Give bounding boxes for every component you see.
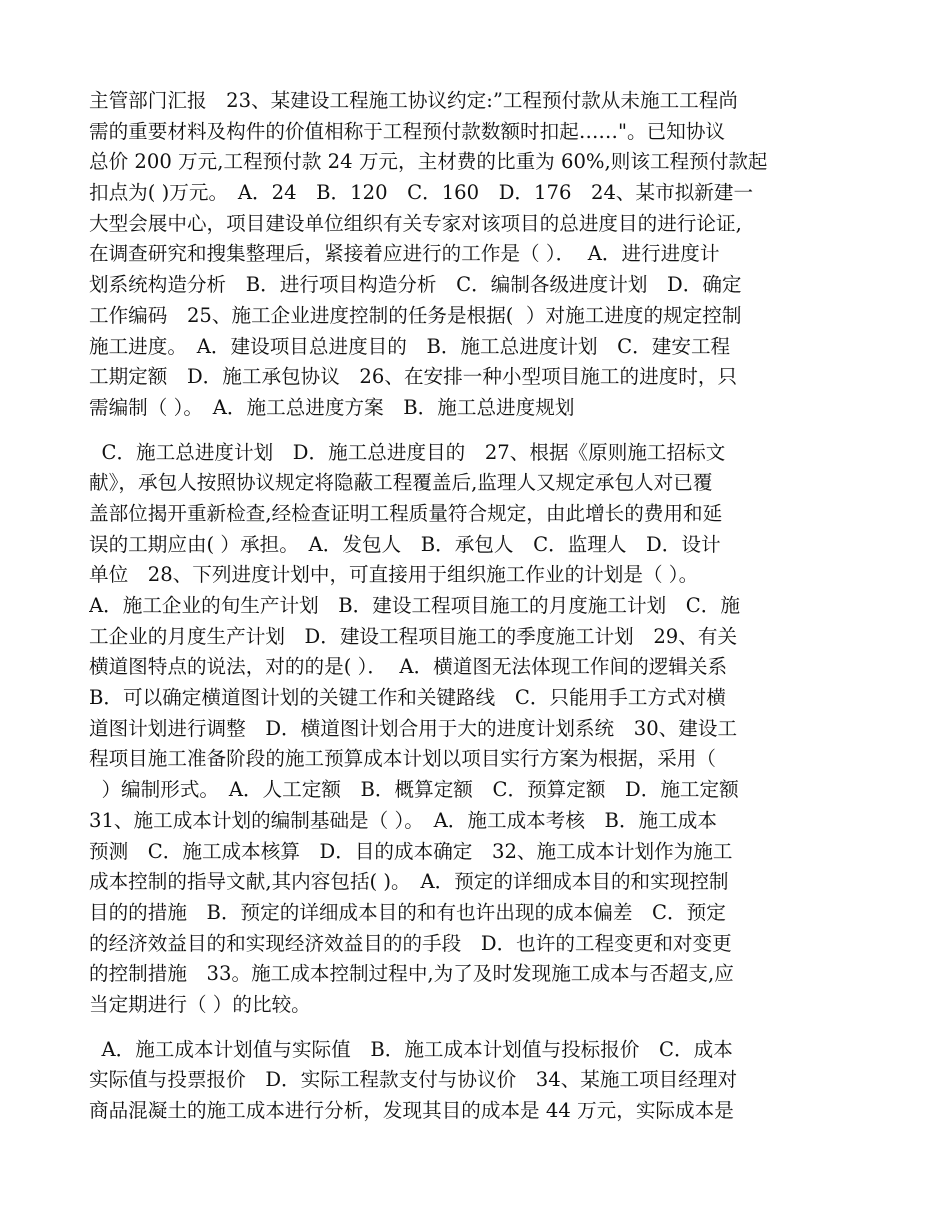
paragraph-spacer (89, 424, 869, 438)
text-line: 献》，承包人按照协议规定将隐蔽工程覆盖后,监理人又规定承包人对已覆 (89, 471, 713, 495)
text-line: 主管部门汇报 23、某建设工程施工协议约定:”工程预付款从未施工工程尚 (89, 89, 738, 112)
text-line: 施工进度。 A．建设项目总进度目的 B．施工总进度计划 C．建安工程 (89, 334, 731, 358)
text-line: 实际值与投票报价 D．实际工程款支付与协议价 34、某施工项目经理对 (89, 1068, 738, 1092)
text-line: 在调查研究和搜集整理后，紧接着应进行的工作是（ ）． A．进行进度计 (89, 242, 720, 266)
text-line: A．施工企业的旬生产计划 B．建设工程项目施工的月度施工计划 C．施 (89, 594, 740, 617)
text-line: ）编制形式。 A．人工定额 B．概算定额 C．预算定额 D．施工定额 (89, 778, 739, 802)
text-line: 的经济效益目的和实现经济效益目的的手段 D．也许的工程变更和对变更 (89, 931, 732, 955)
text-line: 大型会展中心，项目建设单位组织有关专家对该项目的总进度目的进行论证, (89, 211, 742, 235)
paragraph-1 (89, 86, 869, 424)
text-line: 成本控制的指导文献,其内容包括( )。 A．预定的详细成本目的和实现控制 (89, 870, 729, 894)
text-line: 划系统构造分析 B．进行项目构造分析 C．编制各级进度计划 D．确定 (89, 273, 742, 297)
text-line: 工作编码 25、施工企业进度控制的任务是根据( ）对施工进度的规定控制 (89, 303, 742, 327)
text-line: 总价 200 万元,工程预付款 24 万元，主材费的比重为 60%,则该工程预付款起 (89, 150, 768, 174)
text-line: 盖部位揭开重新检查,经检查证明工程质量符合规定，由此增长的费用和延 (89, 501, 723, 525)
text-line: 预测 C．施工成本核算 D．目的成本确定 32、施工成本计划作为施工 (89, 839, 733, 863)
text-line: B．可以确定横道图计划的关键工作和关键路线 C．只能用手工方式对横 (89, 686, 726, 710)
text-line: 商品混凝土的施工成本进行分析，发现其目的成本是 44 万元，实际成本是 (89, 1099, 734, 1122)
paragraph-2 (89, 438, 869, 1021)
text-line: 需编制（ ）。 A．施工总进度方案 B．施工总进度规划 (89, 395, 575, 419)
text-line: 误的工期应由( ）承担。 A．发包人 B．承包人 C．监理人 D．设计 (89, 532, 721, 556)
paragraph-3 (89, 1035, 869, 1127)
text-line: 需的重要材料及构件的价值相称于工程预付款数额时扣起……"。已知协议 (89, 119, 726, 143)
text-line: 程项目施工准备阶段的施工预算成本计划以项目实行方案为根据，采用（ (89, 747, 716, 771)
text-line: 扣点为( )万元。 A．24 B．120 C．160 D．176 24、某市拟新建一 (89, 181, 754, 205)
text-line: C．施工总进度计划 D．施工总进度目的 27、根据《原则施工招标文 (89, 440, 726, 464)
text-line: 工期定额 D．施工承包协议 26、在安排一种小型项目施工的进度时，只 (89, 365, 738, 389)
document-page (89, 86, 869, 1127)
text-line: 道图计划进行调整 D．横道图计划合用于大的进度计划系统 30、建设工 (89, 716, 738, 740)
text-line: 目的的措施 B．预定的详细成本目的和有也许出现的成本偏差 C．预定 (89, 900, 726, 924)
paragraph-spacer (89, 1021, 869, 1035)
text-line: A．施工成本计划值与实际值 B．施工成本计划值与投标报价 C．成本 (89, 1037, 733, 1061)
text-line: 的控制措施 33。施工成本控制过程中,为了及时发现施工成本与否超支,应 (89, 962, 734, 986)
text-line: 单位 28、下列进度计划中，可直接用于组织施工作业的计划是（ ）。 (89, 563, 699, 587)
text-line: 横道图特点的说法，对的的是( ）． A．横道图无法体现工作间的逻辑关系 (89, 655, 728, 679)
text-line: 31、施工成本计划的编制基础是（ ）。 A．施工成本考核 B．施工成本 (89, 808, 717, 832)
text-line: 工企业的月度生产计划 D．建设工程项目施工的季度施工计划 29、有关 (89, 624, 738, 648)
text-line: 当定期进行（ ）的比较。 (89, 992, 311, 1016)
